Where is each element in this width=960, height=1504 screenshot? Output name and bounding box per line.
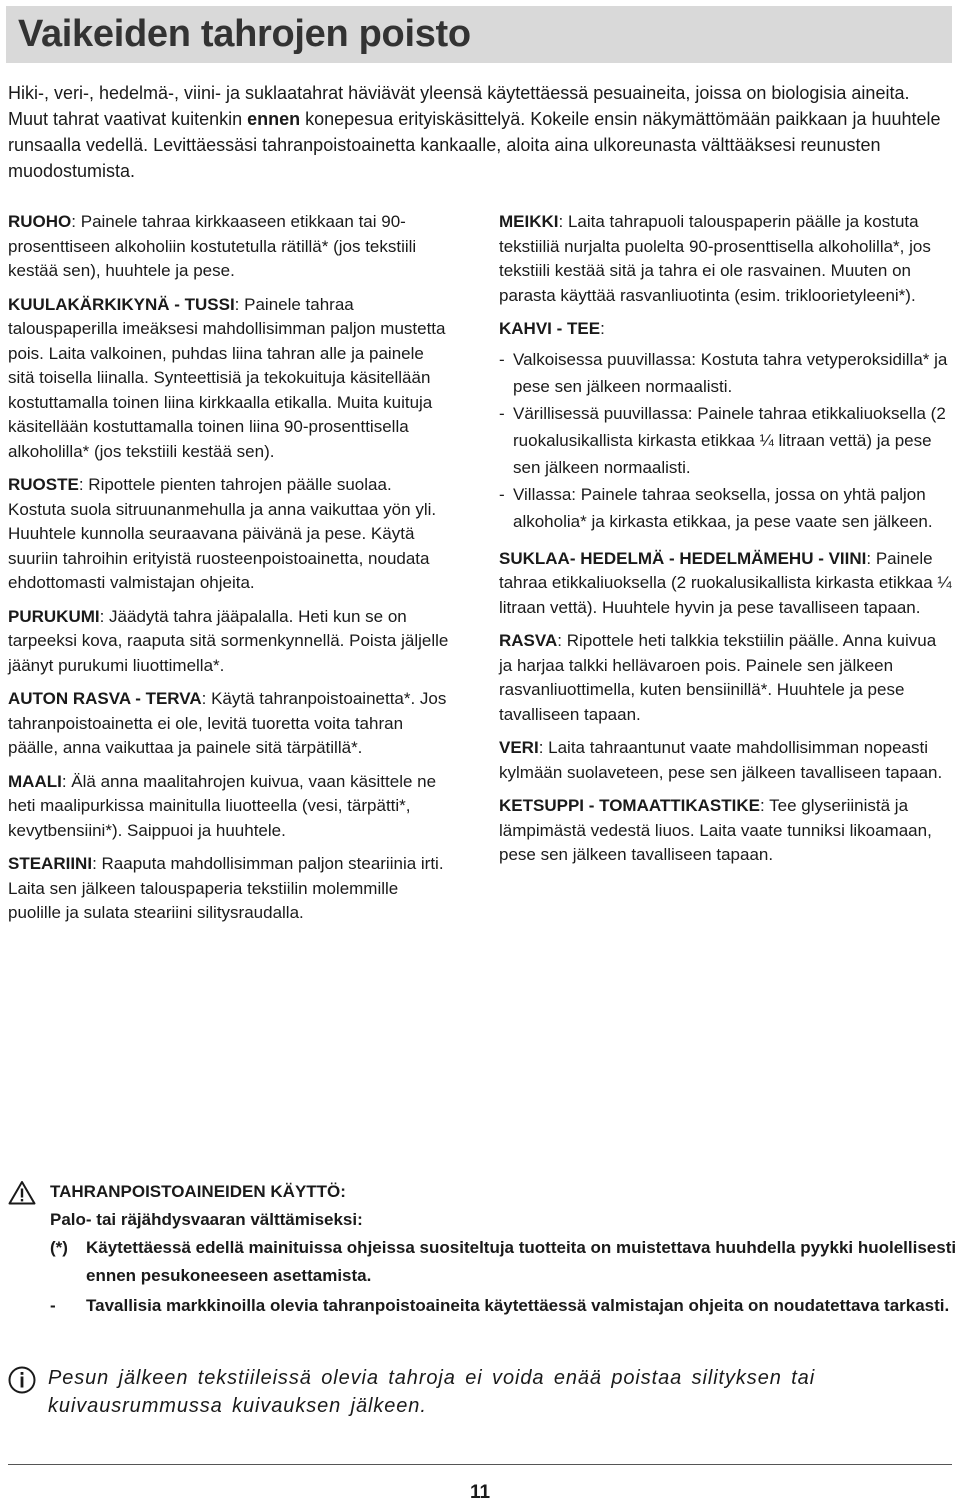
- entry-maali: [8, 770, 454, 844]
- entry-label: AUTON RASVA - TERVA: [8, 689, 202, 708]
- entry-label: SUKLAA- HEDELMÄ - HEDELMÄMEHU - VIINI: [499, 548, 867, 568]
- info-text: Pesun jälkeen tekstiileissä olevia tahroja ei voida enää poistaa silityksen tai kuivausrummussa kuivauksen jälkeen.: [48, 1367, 816, 1417]
- right-column: [499, 210, 954, 877]
- entry-colon: :: [600, 319, 605, 338]
- entry-rasva: [499, 629, 954, 727]
- warning-item: [50, 1234, 958, 1290]
- info-icon: [8, 1366, 36, 1394]
- entry-text: : Laita tahrapuoli talouspaperin päälle ja kostuta tekstiiliä nurjalta puolelta 90-prosenttisella alkoholilla*, jos tekstiili kestää sitä ja tahra ei ole rasvainen. Muuten on parasta käyttää rasvanliuotinta (esim. trikloorietyleeni*).: [499, 212, 931, 305]
- warning-triangle-icon: [8, 1180, 36, 1205]
- entry-auton-rasva: [8, 687, 454, 761]
- entry-label: KAHVI - TEE: [499, 319, 601, 338]
- entry-label: RUOHO: [8, 212, 72, 231]
- entry-ketsuppi: [499, 794, 954, 868]
- footer-divider: [8, 1464, 952, 1465]
- warning-list: [8, 1234, 958, 1320]
- page-title: Vaikeiden tahrojen poisto: [18, 13, 471, 55]
- kahvi-tee-list: [499, 346, 954, 535]
- intro-text: Hiki-, veri-, hedelmä-, viini- ja suklaatahrat häviävät yleensä käytettäessä pesuaineita, joissa on biologisia aineita. Muut tahrat vaativat kuitenkin: [8, 83, 910, 129]
- entry-meikki: [499, 210, 954, 308]
- entry-text: : Tee glyseriinistä ja lämpimästä vedestä liuos. Laita vaate tunniksi likoamaan, pese sen jälkeen tavalliseen tapaan.: [499, 796, 932, 864]
- entry-ruoho: [8, 210, 454, 284]
- entry-text: : Ripottele pienten tahrojen päälle suolaa. Kostuta suola sitruunanmehulla ja anna vaikuttaa yön yli. Huuhtele kunnolla seuraavana päivänä ja pese. Käytä suuriin tahroihin erityistä ruosteenpoistoainetta, noudata ehdottomasti valmistajan ohjeita.: [8, 475, 437, 592]
- intro-text-rest: konepesua erityiskäsittelyä. Kokeile ensin näkymättömään paikkaan ja huuhtele runsaalla vedellä. Levittäessäsi tahranpoistoainetta kankaalle, aloita aina ulkoreunasta välttääksesi reunusten muodostumista.: [8, 109, 941, 181]
- entry-label: RUOSTE: [8, 475, 79, 494]
- title-bar: [6, 6, 952, 63]
- entry-label: VERI: [499, 738, 539, 757]
- entry-label: MEIKKI: [499, 212, 559, 231]
- list-item: - Villassa: Painele tahraa seoksella, jossa on yhtä paljon alkoholia* ja kirkasta etikkaa, ja pese vaate sen jälkeen.: [499, 481, 954, 535]
- page-number: 11: [469, 1482, 491, 1503]
- warning-subheading: Palo- tai räjähdysvaaran välttämiseksi:: [50, 1210, 363, 1229]
- warning-item-mark: (*): [50, 1238, 68, 1257]
- list-item: - Värillisessä puuvillassa: Painele tahraa etikkaliuoksella (2 ruokalusikallista kirkasta etikkaa ¼ litraan vettä) ja pese sen jälkeen normaalisti.: [499, 400, 954, 481]
- entry-veri: [499, 736, 954, 785]
- warning-item-mark: -: [50, 1296, 56, 1315]
- entry-kuulakarkikyna: [8, 293, 454, 465]
- list-item: - Valkoisessa puuvillassa: Kostuta tahra vetyperoksidilla* ja pese sen jälkeen normaalisti.: [499, 346, 954, 400]
- entry-ruoste: [8, 473, 454, 596]
- entry-label: KETSUPPI - TOMAATTIKASTIKE: [499, 796, 760, 815]
- entry-text: : Ripottele heti talkkia tekstiilin päälle. Anna kuivua ja harjaa talkki hellävaroen pois. Painele sen jälkeen rasvanliuottimella, kuten bensiinillä*. Huuhtele ja pese tavalliseen tapaan.: [499, 631, 937, 724]
- warning-section: [8, 1178, 958, 1322]
- entry-text: : Raaputa mahdollisimman paljon steariinia irti. Laita sen jälkeen talouspaperia tekstiilin molemmille puolille ja sulata steariini silitysraudalla.: [8, 854, 444, 922]
- intro-emphasis: ennen: [247, 109, 301, 129]
- entry-kahvi-tee: [499, 317, 954, 342]
- entry-label: RASVA: [499, 631, 558, 650]
- entry-text: : Painele tahraa talouspaperilla imeäksesi mahdollisimman paljon mustetta pois. Laita valkoinen, puhdas liina tahran alle ja painele sitä toisella liinalla. Synteettisiä ja tekokuituja käsitellään kostuttamalla toinen liina kirkkaalla etikalla. Muita kuituja käsitellään kostuttamalla toinen liina 90-prosenttisella alkoholilla* (jos tekstiili kestää sen).: [8, 294, 446, 461]
- warning-heading: TAHRANPOISTOAINEIDEN KÄYTTÖ:: [50, 1182, 346, 1201]
- entry-label: STEARIINI: [8, 854, 93, 873]
- entry-label: KUULAKÄRKIKYNÄ - TUSSI: [8, 294, 235, 314]
- entry-text: : Laita tahraantunut vaate mahdollisimman nopeasti kylmään suolaveteen, pese sen jälkeen tavalliseen tapaan.: [499, 738, 943, 782]
- intro-paragraph: [8, 80, 952, 184]
- warning-item: [50, 1292, 958, 1320]
- entry-text: : Painele tahraa etikkaliuoksella (2 ruokalusikallista kirkasta etikkaa ¼ litraan vettä). Huuhtele hyvin ja pese tavalliseen tapaan.: [499, 548, 952, 617]
- entry-steariini: [8, 852, 454, 926]
- entry-label: MAALI: [8, 771, 62, 791]
- entry-text: : Painele tahraa kirkkaaseen etikkaan tai 90-prosenttiseen alkoholiin kostutetulla rätillä* (jos tekstiili kestää sen), huuhtele ja pese.: [8, 212, 417, 280]
- entry-text: : Käytä tahranpoistoainetta*. Jos tahranpoistoainetta ei ole, levitä tuoretta voita tahran päälle, anna vaikuttaa ja painele sitä tärpätillä*.: [8, 689, 447, 757]
- warning-item-text: Käytettäessä edellä mainituissa ohjeissa suositeltuja tuotteita on muistettava huuhdella pyykki huolellisesti ennen pesukoneeseen asettamista.: [86, 1238, 957, 1285]
- entry-text: : Älä anna maalitahrojen kuivua, vaan käsittele ne heti maalipurkissa mainitulla liuotteella (vesi, tärpätti*, kevytbensiini*). Saippuoi ja huuhtele.: [8, 771, 437, 840]
- entry-purukumi: [8, 605, 454, 679]
- entry-suklaa: [499, 547, 954, 621]
- info-section: [8, 1364, 958, 1420]
- entry-text: : Jäädytä tahra jääpalalla. Heti kun se on tarpeeksi kova, raaputa sitä sormenkynnellä. Poista jäljelle jäänyt purukumi liuottimella*.: [8, 606, 449, 675]
- warning-item-text: Tavallisia markkinoilla olevia tahranpoistoaineita käytettäessä valmistajan ohjeita on noudatettava tarkasti.: [86, 1296, 950, 1315]
- left-column: [8, 210, 454, 935]
- entry-label: PURUKUMI: [8, 606, 100, 626]
- warning-heading-row: [8, 1178, 958, 1206]
